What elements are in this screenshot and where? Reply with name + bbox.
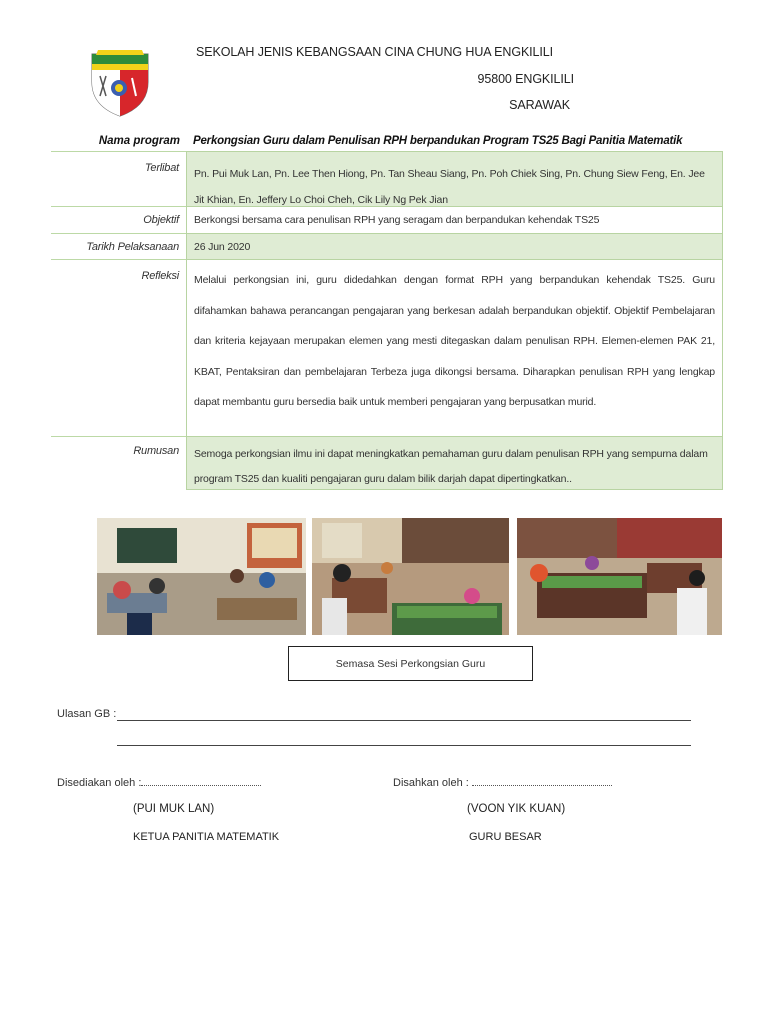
row-refleksi bbox=[51, 259, 723, 436]
review-line-2[interactable] bbox=[117, 745, 691, 746]
classroom-photo-2 bbox=[312, 518, 509, 635]
school-state: SARAWAK bbox=[509, 98, 570, 112]
school-crest-logo bbox=[88, 48, 152, 118]
row-value: Pn. Pui Muk Lan, Pn. Lee Then Hiong, Pn. Tan Sheau Siang, Pn. Poh Chiek Sing, Pn. Chung Siew Feng, En. Jee Jit Khian, En. Jeffery Lo Choi Cheh, Cik Lily Ng Pek Jian bbox=[186, 151, 723, 206]
row-terlibat bbox=[51, 151, 723, 206]
row-value: Melalui perkongsian ini, guru didedahkan dengan format RPH yang berpandukan kehendak TS25. Guru difahamkan bahawa perancangan pengajaran yang berkesan adalah berpandukan objektif. Objektif Pembelajaran dan kriteria kejayaan merupakan elemen yang mesti ditegaskan dalam penulisan RPH. Elemen-elemen PAK 21, KBAT, Pentaksiran dan pembelajaran Terbeza juga dikongsi bersama. Diharapkan penulisan RPH yang lengkap dapat membantu guru bersedia baik untuk memberi pengajaran yang berpusatkan murid. bbox=[186, 259, 723, 436]
row-label: Objektif bbox=[51, 206, 186, 233]
prepared-by-position: KETUA PANITIA MATEMATIK bbox=[133, 831, 280, 843]
row-objektif bbox=[51, 206, 723, 233]
approved-by-label: Disahkan oleh : bbox=[393, 777, 469, 789]
prepared-by bbox=[57, 777, 261, 789]
approved-by bbox=[393, 777, 612, 789]
review-line-1[interactable] bbox=[117, 720, 691, 721]
approved-signature-line[interactable] bbox=[472, 777, 612, 786]
school-name: SEKOLAH JENIS KEBANGSAAN CINA CHUNG HUA ENGKILILI bbox=[196, 45, 554, 59]
review-label: Ulasan GB : bbox=[57, 708, 117, 720]
row-value: Semoga perkongsian ilmu ini dapat meningkatkan pemahaman guru dalam penulisan RPH yang sempurna dalam program TS25 dan kualiti pengajaran guru dalam bilik darjah dapat dipertingkatkan.. bbox=[186, 436, 723, 490]
report-table bbox=[51, 151, 723, 490]
prepared-by-name: (PUI MUK LAN) bbox=[133, 803, 215, 815]
row-label: Refleksi bbox=[51, 259, 186, 436]
row-label: Terlibat bbox=[51, 151, 186, 206]
row-value: Berkongsi bersama cara penulisan RPH yang seragam dan berpandukan kehendak TS25 bbox=[186, 206, 723, 233]
approved-by-name: (VOON YIK KUAN) bbox=[467, 803, 566, 815]
row-value: 26 Jun 2020 bbox=[186, 233, 723, 259]
school-postcode-town: 95800 ENGKILILI bbox=[477, 72, 574, 86]
approved-by-position: GURU BESAR bbox=[469, 831, 542, 843]
classroom-photo-3 bbox=[517, 518, 722, 635]
photo-caption: Semasa Sesi Perkongsian Guru bbox=[288, 646, 533, 681]
row-tarikh-pelaksanaan bbox=[51, 233, 723, 259]
program-title: Perkongsian Guru dalam Penulisan RPH berpandukan Program TS25 Bagi Panitia Matematik bbox=[193, 135, 683, 147]
program-label: Nama program bbox=[98, 135, 180, 147]
prepared-signature-line[interactable] bbox=[141, 777, 261, 786]
row-rumusan bbox=[51, 436, 723, 490]
row-label: Rumusan bbox=[51, 436, 186, 490]
classroom-photo-1 bbox=[97, 518, 306, 635]
row-label: Tarikh Pelaksanaan bbox=[51, 233, 186, 259]
prepared-by-label: Disediakan oleh : bbox=[57, 777, 142, 789]
